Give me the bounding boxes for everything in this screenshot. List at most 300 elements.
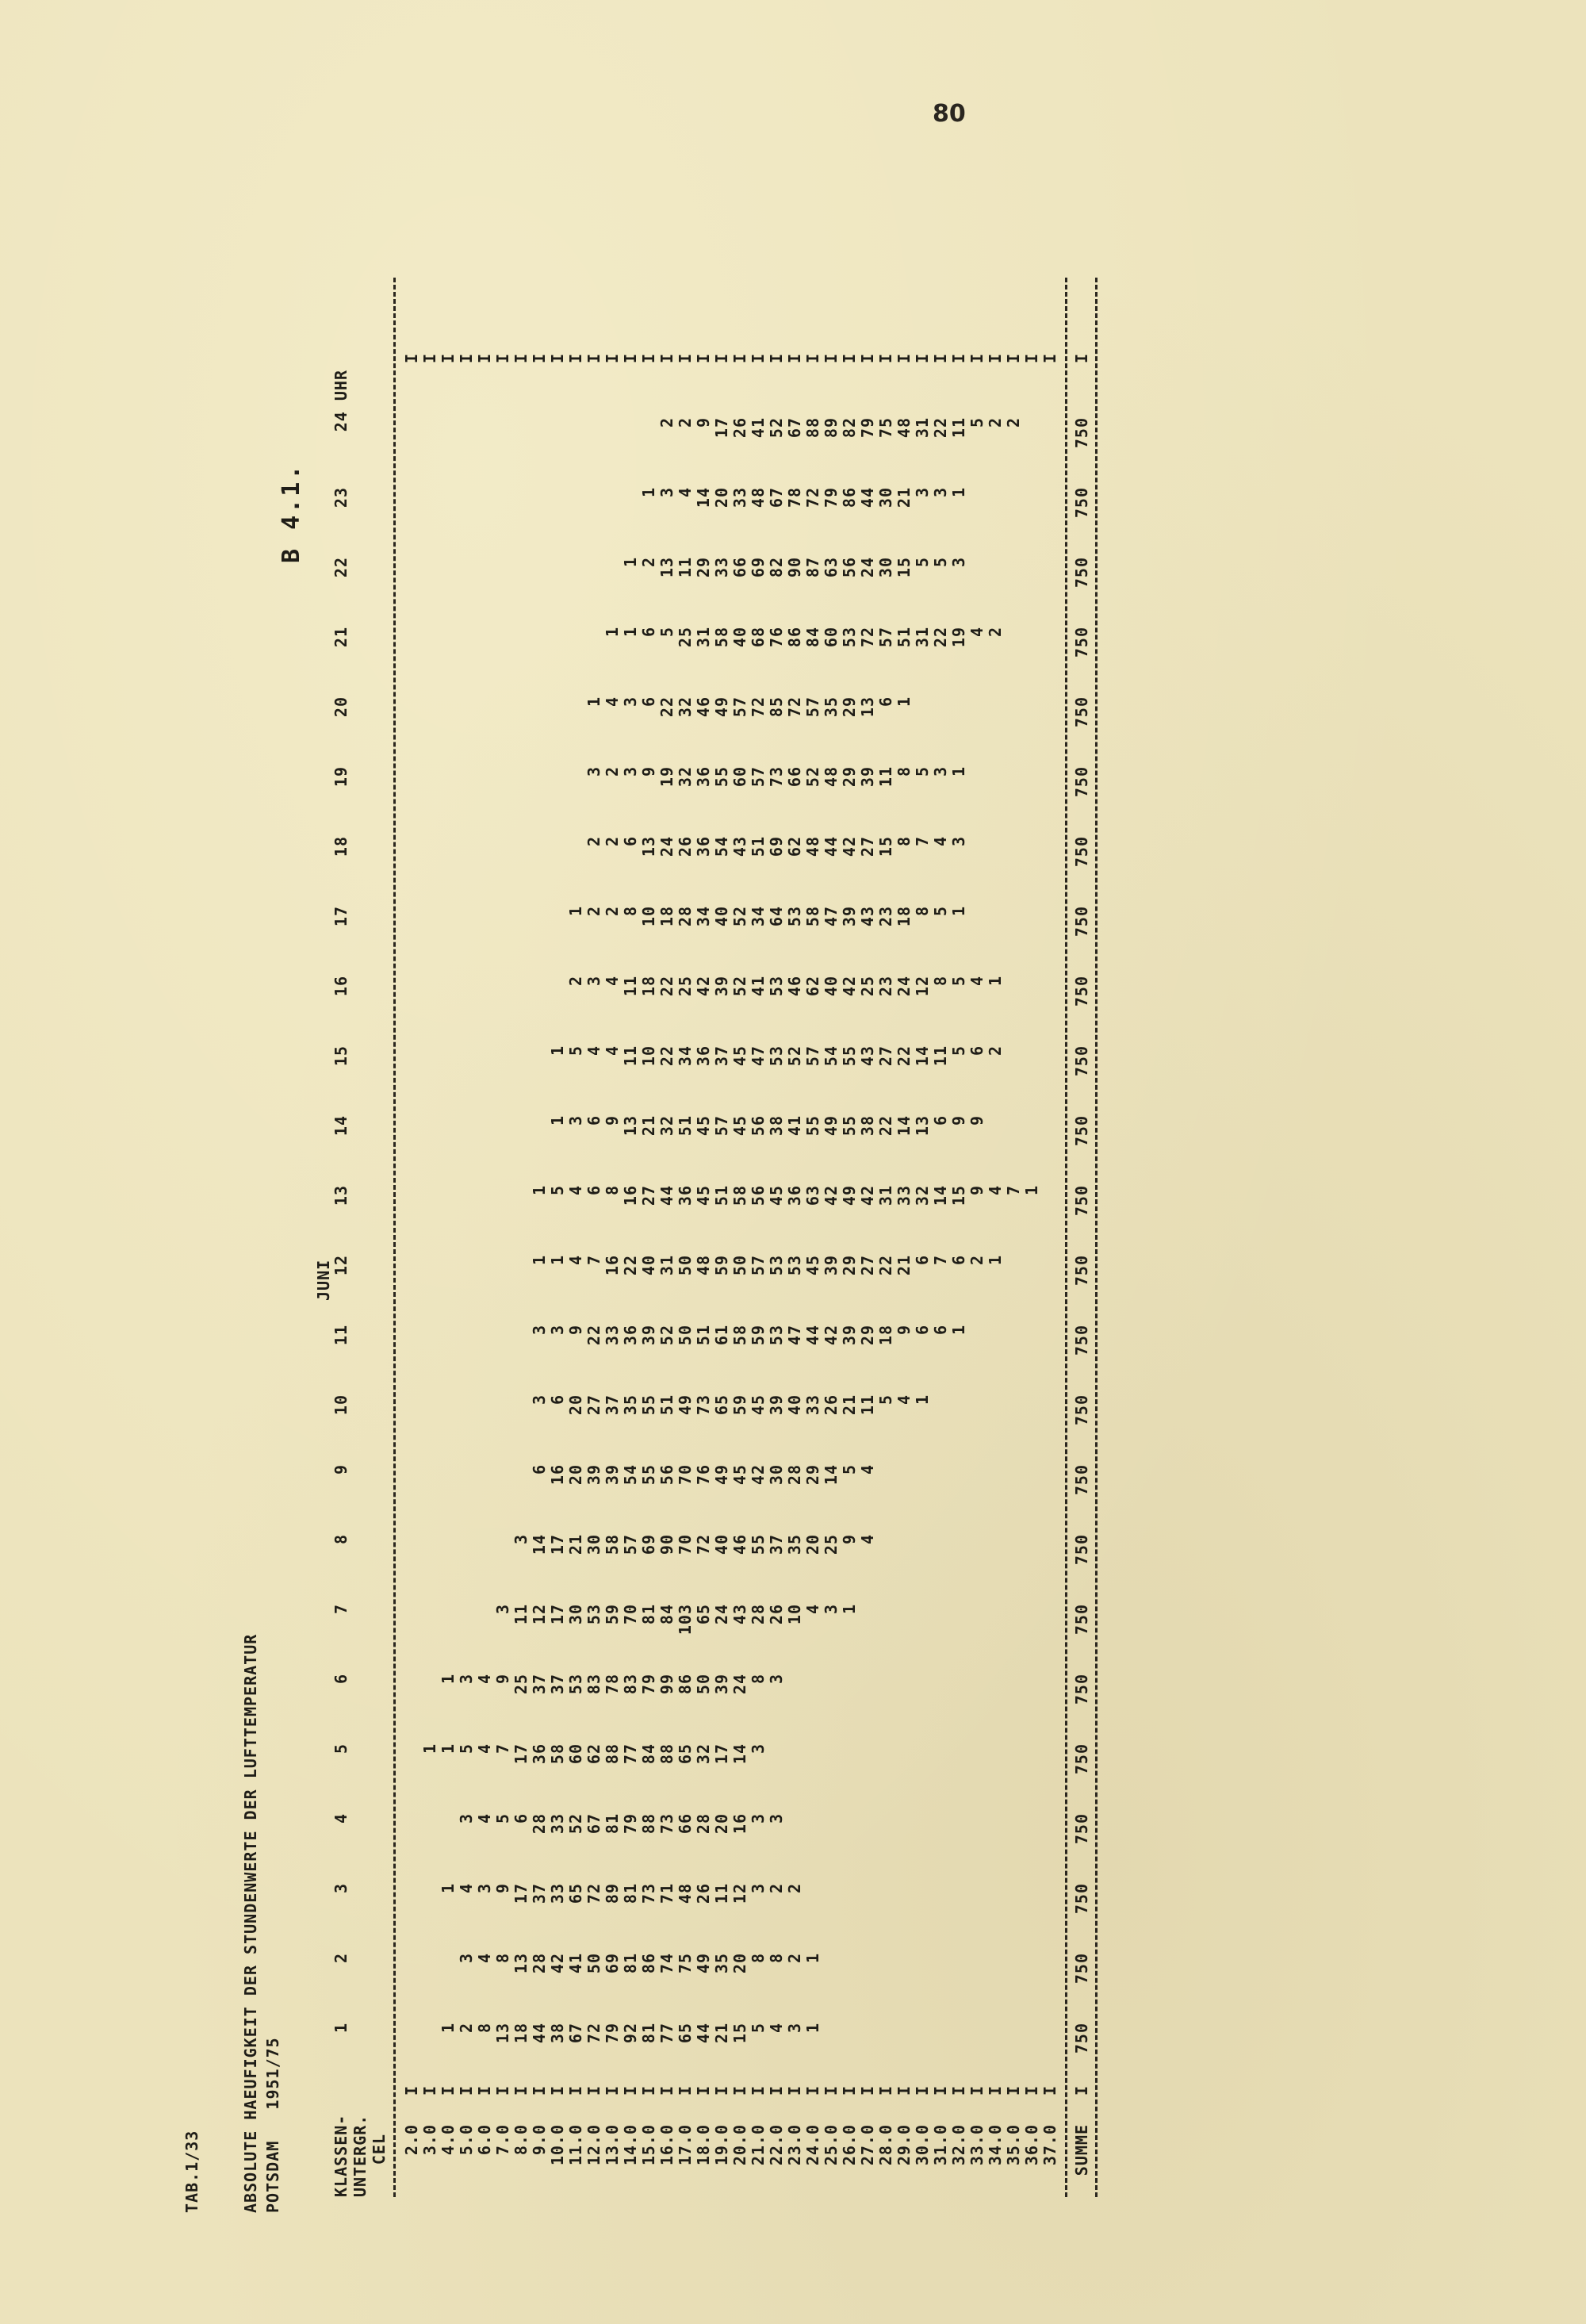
row-value: 77 <box>621 1743 640 1765</box>
station-period: POTSDAM 1951/75 <box>263 2037 282 2213</box>
row-right-border: I <box>913 352 932 363</box>
hour-header-7: 7 <box>331 1604 351 1615</box>
row-left-border: I <box>931 2084 950 2096</box>
hour-header-18: 18 <box>331 836 351 857</box>
row-value: 3 <box>584 976 603 987</box>
row-value: 1 <box>584 696 603 708</box>
table-header <box>327 278 402 2197</box>
row-class-label: 23.0 <box>785 2124 804 2166</box>
row-value: 39 <box>584 1464 603 1486</box>
row-value: 10 <box>785 1604 804 1625</box>
row-value: 59 <box>603 1604 622 1625</box>
row-value: 3 <box>657 487 676 498</box>
row-value: 65 <box>566 1883 585 1904</box>
row-value: 5 <box>913 766 932 777</box>
row-value: 55 <box>749 1534 768 1555</box>
row-value: 4 <box>566 1255 585 1266</box>
row-value: 51 <box>712 1185 731 1206</box>
row-value: 76 <box>767 627 786 648</box>
row-value: 1 <box>949 487 968 498</box>
hour-header-9: 9 <box>331 1464 351 1475</box>
row-value: 15 <box>876 836 895 857</box>
hour-header-13: 13 <box>331 1185 351 1206</box>
hour-header-10: 10 <box>331 1394 351 1416</box>
row-value: 17 <box>548 1604 567 1625</box>
header-hours <box>331 278 351 2197</box>
row-value: 1 <box>548 1255 567 1266</box>
row-value: 69 <box>767 836 786 857</box>
row-value: 68 <box>749 627 768 648</box>
row-value: 3 <box>475 1883 494 1894</box>
row-value: 39 <box>858 766 877 788</box>
row-class-label: 8.0 <box>511 2124 531 2156</box>
row-value: 39 <box>822 1255 841 1276</box>
row-value: 58 <box>730 1325 749 1346</box>
row-value: 22 <box>621 1255 640 1276</box>
hour-header-6: 6 <box>331 1674 351 1685</box>
row-right-border: I <box>986 352 1005 363</box>
row-value: 45 <box>767 1185 786 1206</box>
table-row <box>530 278 548 2197</box>
row-value: 43 <box>858 906 877 927</box>
row-value: 1 <box>548 1045 567 1057</box>
row-value: 89 <box>822 417 841 439</box>
row-value: 17 <box>548 1534 567 1555</box>
row-class-label: 31.0 <box>931 2124 950 2166</box>
row-value: 43 <box>730 1604 749 1625</box>
sum-value: 750 <box>1072 1185 1091 1217</box>
row-value: 32 <box>657 1115 676 1137</box>
row-value: 6 <box>931 1115 950 1126</box>
row-value: 53 <box>785 906 804 927</box>
row-value: 4 <box>967 976 986 987</box>
row-value: 20 <box>803 1534 822 1555</box>
row-value: 79 <box>822 487 841 508</box>
row-value: 9 <box>493 1674 512 1685</box>
row-value: 2 <box>457 2023 476 2034</box>
row-value: 92 <box>621 2023 640 2044</box>
row-value: 2 <box>967 1255 986 1266</box>
row-value: 27 <box>584 1394 603 1416</box>
row-right-border: I <box>694 352 713 363</box>
row-value: 1 <box>603 627 622 638</box>
table-row <box>895 278 913 2197</box>
row-value: 50 <box>694 1674 713 1695</box>
row-right-border: I <box>895 352 914 363</box>
row-value: 58 <box>730 1185 749 1206</box>
row-value: 15 <box>949 1185 968 1206</box>
sum-value: 750 <box>1072 766 1091 798</box>
row-class-label: 7.0 <box>493 2124 512 2156</box>
row-value: 74 <box>657 1953 676 1974</box>
row-value: 3 <box>511 1534 531 1545</box>
row-value: 4 <box>895 1394 914 1406</box>
row-right-border: I <box>712 352 731 363</box>
hour-header-20: 20 <box>331 696 351 718</box>
row-value: 45 <box>730 1115 749 1137</box>
row-value: 27 <box>858 836 877 857</box>
row-value: 2 <box>584 836 603 847</box>
sum-value: 750 <box>1072 557 1091 589</box>
row-value: 83 <box>584 1674 603 1695</box>
row-left-border: I <box>858 2084 877 2096</box>
row-value: 8 <box>931 976 950 987</box>
table-row <box>840 278 858 2197</box>
row-value: 52 <box>730 976 749 997</box>
table-row <box>1022 278 1040 2197</box>
row-value: 15 <box>730 2023 749 2044</box>
row-value: 43 <box>730 836 749 857</box>
row-value: 5 <box>493 1813 512 1824</box>
row-value: 7 <box>1004 1185 1023 1196</box>
row-value: 13 <box>858 696 877 718</box>
row-value: 1 <box>986 1255 1005 1266</box>
sum-value: 750 <box>1072 1115 1091 1147</box>
row-value: 8 <box>895 836 914 847</box>
row-value: 51 <box>694 1325 713 1346</box>
row-value: 42 <box>840 836 859 857</box>
hour-header-1: 1 <box>331 2023 351 2034</box>
row-class-label: 26.0 <box>840 2124 859 2166</box>
row-class-label: 33.0 <box>967 2124 986 2166</box>
row-value: 8 <box>603 1185 622 1196</box>
row-value: 11 <box>858 1394 877 1416</box>
hour-header-4: 4 <box>331 1813 351 1824</box>
row-value: 6 <box>967 1045 986 1057</box>
row-value: 21 <box>712 2023 731 2044</box>
row-right-border: I <box>967 352 986 363</box>
sum-value: 750 <box>1072 1255 1091 1287</box>
row-value: 48 <box>895 417 914 439</box>
row-value: 5 <box>548 1185 567 1196</box>
row-value: 40 <box>785 1394 804 1416</box>
row-value: 2 <box>676 417 695 428</box>
row-value: 37 <box>712 1045 731 1067</box>
row-value: 34 <box>749 906 768 927</box>
row-value: 32 <box>676 696 695 718</box>
row-value: 21 <box>840 1394 859 1416</box>
row-value: 39 <box>639 1325 658 1346</box>
sum-value: 750 <box>1072 836 1091 868</box>
row-value: 52 <box>730 906 749 927</box>
header-divider <box>393 278 396 2197</box>
row-value: 4 <box>803 1604 822 1615</box>
row-value: 52 <box>657 1325 676 1346</box>
row-left-border: I <box>639 2084 658 2096</box>
row-value: 2 <box>1004 417 1023 428</box>
row-value: 4 <box>475 1813 494 1824</box>
row-value: 8 <box>895 766 914 777</box>
row-value: 25 <box>511 1674 531 1695</box>
row-value: 49 <box>840 1185 859 1206</box>
row-right-border: I <box>785 352 804 363</box>
row-value: 42 <box>694 976 713 997</box>
row-left-border: I <box>840 2084 859 2096</box>
row-value: 6 <box>913 1325 932 1336</box>
row-value: 6 <box>584 1115 603 1126</box>
row-value: 33 <box>730 487 749 508</box>
row-value: 2 <box>986 417 1005 428</box>
row-value: 81 <box>639 2023 658 2044</box>
row-value: 89 <box>603 1883 622 1904</box>
row-left-border: I <box>621 2084 640 2096</box>
row-value: 3 <box>749 1883 768 1894</box>
row-right-border: I <box>420 352 439 363</box>
row-value: 66 <box>730 557 749 578</box>
table-row <box>913 278 931 2197</box>
row-value: 4 <box>931 836 950 847</box>
row-value: 66 <box>785 766 804 788</box>
hour-header-5: 5 <box>331 1743 351 1755</box>
table-row <box>475 278 493 2197</box>
row-value: 67 <box>566 2023 585 2044</box>
row-value: 73 <box>694 1394 713 1416</box>
row-value: 33 <box>712 557 731 578</box>
row-value: 1 <box>986 976 1005 987</box>
row-value: 19 <box>657 766 676 788</box>
page-number: 80 <box>933 100 966 128</box>
row-value: 33 <box>895 1185 914 1206</box>
row-value: 33 <box>803 1394 822 1416</box>
row-value: 58 <box>712 627 731 648</box>
row-value: 44 <box>858 487 877 508</box>
row-value: 36 <box>621 1325 640 1346</box>
row-value: 18 <box>511 2023 531 2044</box>
row-left-border: I <box>895 2084 914 2096</box>
row-value: 78 <box>603 1674 622 1695</box>
row-value: 50 <box>676 1325 695 1346</box>
bottom-divider <box>1095 278 1098 2197</box>
row-value: 9 <box>639 766 658 777</box>
row-right-border: I <box>657 352 676 363</box>
row-value: 16 <box>621 1185 640 1206</box>
row-value: 32 <box>694 1743 713 1765</box>
row-value: 52 <box>785 1045 804 1067</box>
row-value: 29 <box>840 766 859 788</box>
row-value: 88 <box>803 417 822 439</box>
row-value: 3 <box>767 1674 786 1685</box>
row-value: 69 <box>749 557 768 578</box>
sum-value: 750 <box>1072 1464 1091 1496</box>
row-value: 79 <box>621 1813 640 1835</box>
row-left-border: I <box>913 2084 932 2096</box>
row-value: 4 <box>475 1743 494 1755</box>
section-code: B 4.1. <box>278 462 305 563</box>
row-value: 58 <box>803 906 822 927</box>
row-right-border: I <box>822 352 841 363</box>
row-value: 1 <box>949 906 968 917</box>
row-value: 39 <box>767 1394 786 1416</box>
row-right-border: I <box>1004 352 1023 363</box>
table-row <box>767 278 785 2197</box>
row-value: 36 <box>785 1185 804 1206</box>
row-value: 55 <box>639 1464 658 1486</box>
row-value: 12 <box>530 1604 549 1625</box>
hour-header-14: 14 <box>331 1115 351 1137</box>
table-row <box>402 278 420 2197</box>
table-row <box>584 278 603 2197</box>
row-value: 59 <box>749 1325 768 1346</box>
row-value: 64 <box>767 906 786 927</box>
row-left-border: I <box>749 2084 768 2096</box>
table-row <box>420 278 439 2197</box>
row-value: 11 <box>511 1604 531 1625</box>
row-class-label: 37.0 <box>1040 2124 1059 2166</box>
row-class-label: 14.0 <box>621 2124 640 2166</box>
row-left-border: I <box>949 2084 968 2096</box>
row-value: 56 <box>749 1185 768 1206</box>
row-value: 57 <box>749 1255 768 1276</box>
row-class-label: 10.0 <box>548 2124 567 2166</box>
sum-value: 750 <box>1072 1743 1091 1775</box>
row-left-border: I <box>657 2084 676 2096</box>
row-value: 24 <box>730 1674 749 1695</box>
sum-value: 750 <box>1072 1045 1091 1077</box>
row-value: 18 <box>639 976 658 997</box>
row-value: 8 <box>493 1953 512 1964</box>
row-value: 17 <box>511 1743 531 1765</box>
row-value: 54 <box>822 1045 841 1067</box>
row-left-border: I <box>676 2084 695 2096</box>
row-value: 11 <box>621 1045 640 1067</box>
row-value: 22 <box>657 696 676 718</box>
sum-value: 750 <box>1072 627 1091 658</box>
row-value: 28 <box>530 1813 549 1835</box>
sum-value: 750 <box>1072 1883 1091 1915</box>
sum-value: 750 <box>1072 696 1091 728</box>
row-value: 62 <box>803 976 822 997</box>
row-value: 1 <box>621 627 640 638</box>
row-class-label: 32.0 <box>949 2124 968 2166</box>
row-left-border: I <box>967 2084 986 2096</box>
sum-value: 750 <box>1072 1604 1091 1636</box>
row-value: 79 <box>603 2023 622 2044</box>
row-value: 37 <box>767 1534 786 1555</box>
row-value: 25 <box>822 1534 841 1555</box>
row-left-border: I <box>785 2084 804 2096</box>
row-value: 35 <box>621 1394 640 1416</box>
row-value: 50 <box>676 1255 695 1276</box>
row-value: 90 <box>785 557 804 578</box>
row-value: 72 <box>694 1534 713 1555</box>
row-value: 1 <box>530 1255 549 1266</box>
sum-left-border: I <box>1072 2084 1091 2096</box>
row-value: 17 <box>712 1743 731 1765</box>
row-value: 7 <box>913 836 932 847</box>
row-value: 29 <box>803 1464 822 1486</box>
row-value: 24 <box>657 836 676 857</box>
row-value: 20 <box>566 1394 585 1416</box>
row-value: 3 <box>913 487 932 498</box>
row-value: 1 <box>439 2023 458 2034</box>
table-row <box>1040 278 1059 2197</box>
row-value: 30 <box>876 487 895 508</box>
row-value: 48 <box>694 1255 713 1276</box>
row-value: 1 <box>566 906 585 917</box>
row-value: 9 <box>840 1534 859 1545</box>
row-value: 1 <box>803 1953 822 1964</box>
hour-header-11: 11 <box>331 1325 351 1346</box>
row-value: 76 <box>694 1464 713 1486</box>
row-value: 1 <box>895 696 914 708</box>
row-value: 7 <box>584 1255 603 1266</box>
row-value: 29 <box>858 1325 877 1346</box>
sum-value: 750 <box>1072 1813 1091 1845</box>
row-value: 54 <box>712 836 731 857</box>
row-left-border: I <box>730 2084 749 2096</box>
table-row <box>657 278 676 2197</box>
row-value: 23 <box>876 906 895 927</box>
row-value: 9 <box>895 1325 914 1336</box>
table-row <box>785 278 803 2197</box>
row-value: 22 <box>876 1255 895 1276</box>
row-value: 40 <box>822 976 841 997</box>
hour-header-19: 19 <box>331 766 351 788</box>
row-value: 2 <box>566 976 585 987</box>
row-value: 36 <box>694 836 713 857</box>
row-value: 31 <box>694 627 713 648</box>
row-value: 49 <box>694 1953 713 1974</box>
row-value: 47 <box>749 1045 768 1067</box>
row-value: 5 <box>566 1045 585 1057</box>
row-value: 35 <box>822 696 841 718</box>
row-class-label: 15.0 <box>639 2124 658 2166</box>
row-value: 40 <box>712 1534 731 1555</box>
row-right-border: I <box>584 352 603 363</box>
row-value: 25 <box>858 976 877 997</box>
row-value: 77 <box>657 2023 676 2044</box>
row-value: 45 <box>730 1045 749 1067</box>
header-class-label-2: UNTERGR. <box>351 2114 370 2197</box>
row-value: 30 <box>767 1464 786 1486</box>
row-value: 84 <box>639 1743 658 1765</box>
row-value: 37 <box>530 1674 549 1695</box>
row-left-border: I <box>493 2084 512 2096</box>
row-value: 55 <box>639 1394 658 1416</box>
row-value: 33 <box>548 1883 567 1904</box>
row-class-label: 34.0 <box>986 2124 1005 2166</box>
table-row <box>730 278 749 2197</box>
row-value: 4 <box>858 1464 877 1475</box>
row-value: 36 <box>694 1045 713 1067</box>
sum-value: 750 <box>1072 1325 1091 1356</box>
row-value: 53 <box>566 1674 585 1695</box>
row-value: 14 <box>913 1045 932 1067</box>
rotated-table-page <box>159 230 1396 2213</box>
row-value: 30 <box>584 1534 603 1555</box>
row-value: 72 <box>749 696 768 718</box>
table-title: ABSOLUTE HAEUFIGKEIT DER STUNDENWERTE DER LUFTTEMPERATUR <box>241 1633 260 2213</box>
row-value: 55 <box>712 766 731 788</box>
row-class-label: 25.0 <box>822 2124 841 2166</box>
row-value: 1 <box>949 1325 968 1336</box>
row-left-border: I <box>694 2084 713 2096</box>
row-left-border: I <box>1022 2084 1041 2096</box>
row-value: 65 <box>694 1604 713 1625</box>
row-value: 27 <box>876 1045 895 1067</box>
row-value: 5 <box>949 1045 968 1057</box>
row-value: 16 <box>548 1464 567 1486</box>
row-value: 9 <box>949 1115 968 1126</box>
table-row <box>457 278 475 2197</box>
row-value: 84 <box>803 627 822 648</box>
row-value: 57 <box>712 1115 731 1137</box>
hour-header-23: 23 <box>331 487 351 508</box>
row-right-border: I <box>493 352 512 363</box>
row-value: 45 <box>694 1115 713 1137</box>
row-value: 22 <box>657 1045 676 1067</box>
row-left-border: I <box>986 2084 1005 2096</box>
